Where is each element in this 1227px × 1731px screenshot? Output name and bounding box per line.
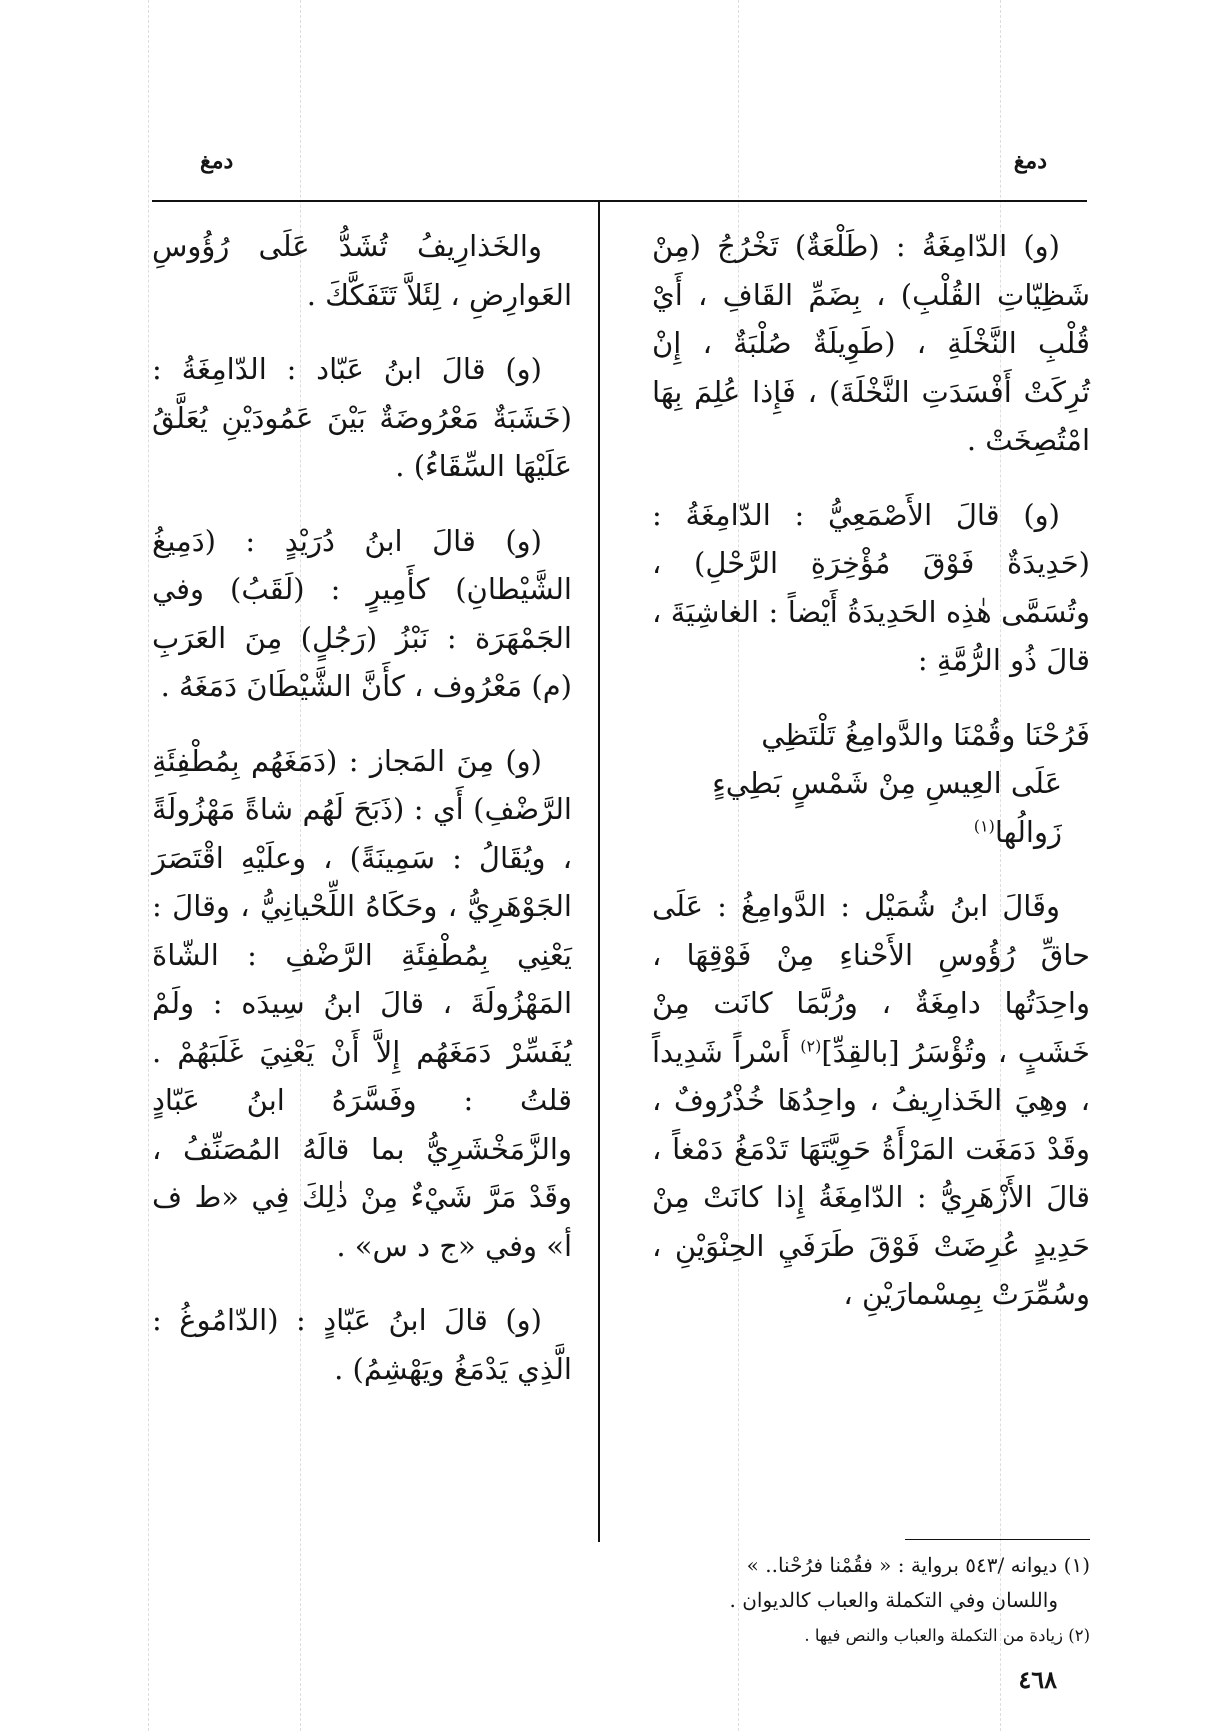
footnotes xyxy=(652,1548,1090,1653)
verse-second-hemistich xyxy=(652,759,1090,856)
left-column xyxy=(152,222,572,1419)
entry-paragraph: (و) مِنَ المَجاز : (دَمَغَهُم بِمُطْفِئَةِ الرَّضْفِ) أَي : (ذَبَحَ لَهُم شاةً مَهْزُولَةً ، ويُقَالُ : سَمِينَةً) ، وعلَيْهِ اقْتَصَرَ الجَوْهَرِيُّ ، وحَكَاهُ اللِّحْيانِيُّ ، وقالَ : يَعْنِي بِمُطْفِئَةِ الرَّضْفِ : الشّاةَ المَهْزُولَةَ ، قالَ ابنُ سِيدَه : ولَمْ يُفَسِّرْ دَمَغَهُم إِلاَّ أَنْ يَعْنِيَ غَلَبَهُمْ . قلتُ : وفَسَّرَهُ ابنُ عَبّادٍ والزَّمَخْشَرِيُّ بما قالَهُ المُصَنِّفُ ، وقَدْ مَرَّ شَيْءٌ مِنْ ذٰلِكَ فِي «ط ف أ» وفي «ج د س» . xyxy=(152,743,572,1263)
footnote-2: (٢) زيادة من التكملة والعباب والنص فيها . xyxy=(804,1626,1090,1645)
poetry-verse xyxy=(652,711,1090,857)
entry-text: وقَالَ ابنُ شُمَيْل : الدَّوامِغُ : عَلَى حاقِّ رُؤُوسِ الأَحْناءِ مِنْ فَوْقِهَا ، واحِدَتُها دامِغَةٌ ، ورُبَّمَا كانَت مِنْ خَشَبٍ ، وتُؤْسَرُ [بالقِدِّ] xyxy=(652,889,1090,1069)
header-rule xyxy=(152,200,1087,202)
footnote-marker-1: (١) xyxy=(973,815,995,835)
entry-text: أَسْراً شَدِيداً ، وهِيَ الخَذارِيفُ ، واحِدُهَا خُذْرُوفٌ ، وقَدْ دَمَغَت المَرْأَةُ حَوِيَّتَهَا تَدْمَغُ دَمْغاً ، قالَ الأَزْهَرِيُّ : الدّامِغَةُ إِذا كانَتْ مِنْ حَدِيدٍ عُرِضَتْ فَوْقَ طَرَفَيِ الحِنْوَيْنِ ، وسُمِّرَتْ بِمِسْمارَيْنِ ، xyxy=(652,1034,1090,1311)
footnote-1: (١) ديوانه /٥٤٣ برواية : « فقُمْنا فرُحْنا.. » xyxy=(746,1553,1090,1577)
footnote-1-continuation: واللسان وفي التكملة والعباب كالديوان . xyxy=(729,1588,1058,1612)
running-head-left: دمغ xyxy=(200,148,234,174)
footnote-marker-2: (٢) xyxy=(800,1035,822,1055)
entry-paragraph: والخَذارِيفُ تُشَدُّ عَلَى رُؤُوسِ العَوارِضِ ، لِئَلاَّ تَتَفَكَّكَ . xyxy=(152,229,572,312)
entry-paragraph: (و) الدّامِغَةُ : (طَلْعَةٌ) تَخْرُجُ (مِنْ شَظِيّاتِ القُلْبِ) ، بِضَمِّ القَافِ ، أَيْ قُلْبِ النَّخْلَةِ ، (طَوِيلَةٌ صُلْبَةٌ ، إِنْ تُرِكَتْ أَفْسَدَتِ النَّخْلَةَ) ، فَإِذا عُلِمَ بِهَا امْتُصِخَتْ . xyxy=(652,229,1090,457)
entry-paragraph xyxy=(652,882,1090,1319)
column-divider xyxy=(598,202,600,1542)
verse-second-hemistich-text: عَلَى العِيسِ مِنْ شَمْسٍ بَطِيءٍ زَوالُها xyxy=(712,766,1062,849)
page-number: ٤٦٨ xyxy=(1018,1665,1057,1694)
scan-artifact-line xyxy=(148,0,149,1731)
running-head-right: دمغ xyxy=(1013,148,1047,174)
entry-paragraph: (و) قالَ ابنُ عَبّادٍ : (الدّامُوغُ : الَّذِي يَدْمَغُ ويَهْشِمُ) . xyxy=(152,1303,572,1386)
footnote-rule xyxy=(905,1539,1090,1540)
entry-paragraph: (و) قالَ ابنُ عَبّاد : الدّامِغَةُ : (خَشَبَةٌ مَعْرُوضَةٌ بَيْنَ عَمُودَيْنِ يُعَلَّقُ عَلَيْهَا السِّقَاءُ) . xyxy=(152,352,572,483)
entry-paragraph: (و) قالَ ابنُ دُرَيْدٍ : (دَمِيغُ الشَّيْطانِ) كأَمِيرٍ : (لَقَبُ) وفي الجَمْهَرَة : نَبْزُ (رَجُلٍ) مِنَ العَرَبِ (م) مَعْرُوف ، كأَنَّ الشَّيْطَانَ دَمَغَهُ . xyxy=(152,523,572,703)
entry-paragraph: (و) قالَ الأَصْمَعِيُّ : الدّامِغَةُ : (حَدِيدَةٌ فَوْقَ مُؤْخِرَةِ الرَّحْلِ) ، وتُسَمَّى هٰذِه الحَدِيدَةُ أَيْضاً : الغاشِيَةَ ، قالَ ذُو الرُّمَّةِ : xyxy=(652,497,1090,677)
right-column xyxy=(652,222,1090,1345)
verse-first-hemistich: فَرُحْنَا وقُمْنَا والدَّوامِغُ تَلْتَظِي xyxy=(761,717,1090,752)
